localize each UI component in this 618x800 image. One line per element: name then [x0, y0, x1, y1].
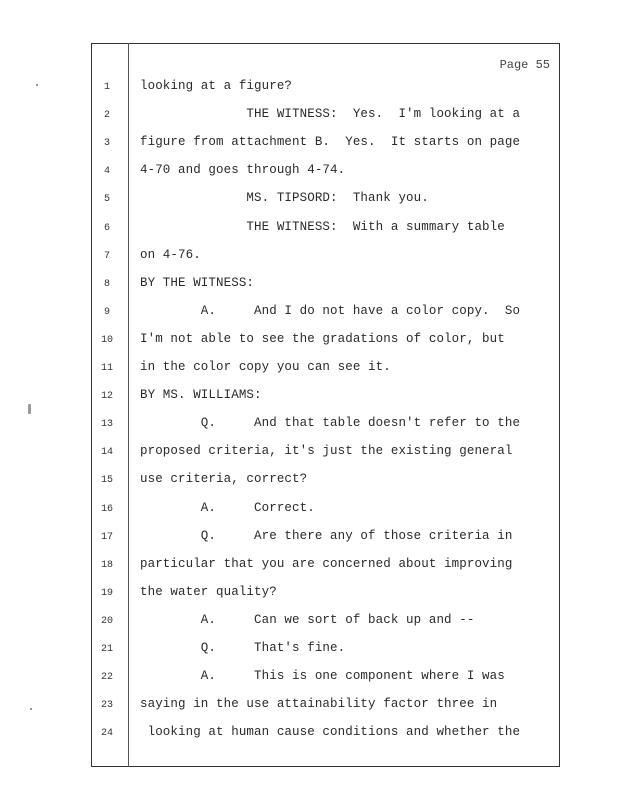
- transcript-line: [0, 135, 618, 155]
- transcript-line: [0, 697, 618, 717]
- line-number: 8: [103, 278, 110, 290]
- line-number: 6: [103, 222, 110, 234]
- line-number: 5: [103, 194, 110, 206]
- line-number: 2: [103, 110, 110, 122]
- line-number: 1: [103, 82, 110, 93]
- line-number: 16: [100, 503, 113, 515]
- line-number: 4: [103, 166, 110, 178]
- line-text: looking at a figure?: [140, 79, 293, 93]
- line-number: 12: [100, 391, 113, 403]
- transcript-line: [0, 248, 618, 268]
- line-text: looking at human cause conditions and whether the: [140, 725, 521, 740]
- line-text: 4-70 and goes through 4-74.: [140, 163, 346, 178]
- line-number: 21: [100, 644, 113, 655]
- line-text: I'm not able to see the gradations of color, but: [140, 331, 505, 346]
- scan-speck: [36, 84, 38, 86]
- line-number: 23: [100, 700, 113, 712]
- transcript-line: [0, 304, 618, 324]
- line-text: the water quality?: [140, 584, 277, 599]
- scan-speck: [30, 708, 32, 710]
- transcript-line: [0, 220, 618, 240]
- line-text: THE WITNESS: With a summary table: [140, 219, 505, 234]
- line-number: 20: [100, 615, 113, 627]
- line-text: MS. TIPSORD: Thank you.: [140, 191, 429, 206]
- line-number: 22: [100, 672, 113, 684]
- transcript-line: [0, 79, 618, 99]
- line-number: 14: [100, 447, 113, 459]
- transcript-line: [0, 472, 618, 492]
- transcript-line: [0, 444, 618, 464]
- transcript-line: [0, 276, 618, 296]
- line-number: 3: [103, 138, 110, 150]
- transcript-line: [0, 669, 618, 689]
- line-number: 9: [103, 306, 110, 318]
- line-text: Q. Are there any of those criteria in: [140, 528, 513, 543]
- transcript-line: [0, 416, 618, 436]
- line-text: BY THE WITNESS:: [140, 275, 255, 290]
- transcript-line: [0, 725, 618, 745]
- line-text: particular that you are concerned about improving: [140, 556, 513, 571]
- transcript-line: [0, 332, 618, 352]
- page-number: Page 55: [499, 58, 550, 72]
- line-text: A. This is one component where I was: [140, 669, 505, 684]
- line-text: A. And I do not have a color copy. So: [140, 303, 521, 318]
- transcript-line: [0, 388, 618, 408]
- line-number: 7: [103, 250, 110, 262]
- line-text: Q. That's fine.: [140, 641, 346, 655]
- transcript-line: [0, 613, 618, 633]
- transcript-line: [0, 641, 618, 661]
- scan-speck: [28, 404, 31, 414]
- transcript-line: [0, 107, 618, 127]
- line-text: saying in the use attainability factor three in: [140, 697, 498, 712]
- line-text: proposed criteria, it's just the existing general: [140, 444, 513, 459]
- line-text: THE WITNESS: Yes. I'm looking at a: [140, 107, 521, 122]
- line-number: 19: [100, 587, 113, 599]
- transcript-line: [0, 529, 618, 549]
- line-number: 18: [100, 559, 113, 571]
- line-number: 17: [100, 531, 113, 543]
- line-text: in the color copy you can see it.: [140, 360, 391, 374]
- line-text: A. Correct.: [140, 500, 315, 515]
- transcript-line: [0, 191, 618, 211]
- line-text: on 4-76.: [140, 247, 201, 262]
- line-text: BY MS. WILLIAMS:: [140, 388, 262, 403]
- line-number: 24: [100, 728, 113, 740]
- line-text: A. Can we sort of back up and --: [140, 612, 475, 627]
- line-number: 13: [100, 419, 113, 431]
- line-number: 11: [100, 363, 113, 374]
- transcript-line: [0, 501, 618, 521]
- transcript-line: [0, 557, 618, 577]
- transcript-line: [0, 585, 618, 605]
- transcript-line: [0, 360, 618, 380]
- line-number: 15: [100, 475, 113, 487]
- line-text: Q. And that table doesn't refer to the: [140, 416, 521, 431]
- transcript-line: [0, 163, 618, 183]
- line-text: figure from attachment B. Yes. It starts on page: [140, 135, 521, 150]
- line-number: 10: [100, 334, 113, 346]
- line-text: use criteria, correct?: [140, 472, 308, 487]
